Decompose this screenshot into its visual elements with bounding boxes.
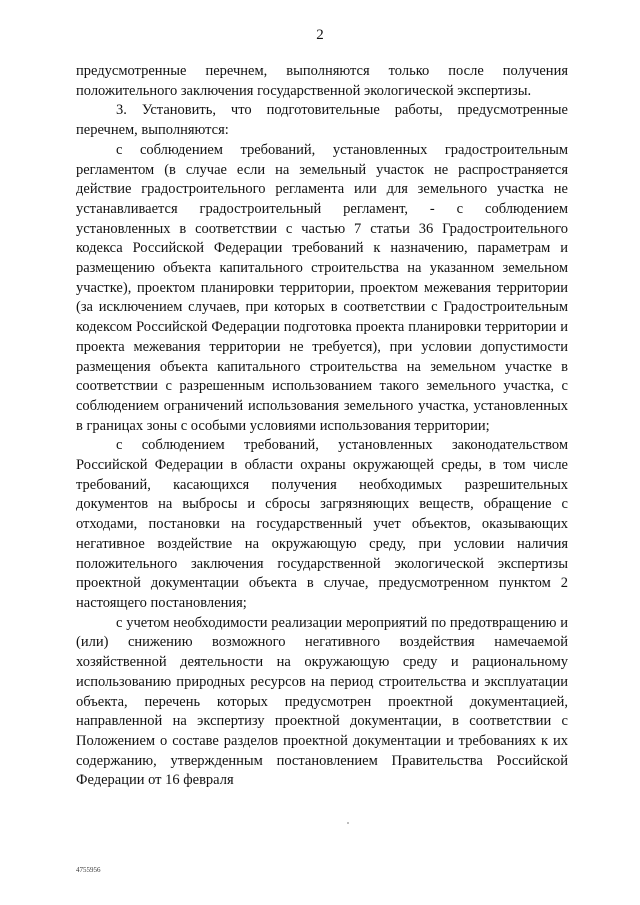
paragraph-measures: с учетом необходимости реализации мероприятий по предотвращению и (или) снижению возможного негативного воздействия намечаемой хозяйственной деятельности на окружающую среду и рациональному использованию природных ресурсов на период строительства и эксплуатации объекта, перечень которых предусмотрен проектной документацией, направленной на экспертизу проектной документации, в соответствии с Положением о составе разделов проектной документации и требованиях к их содержанию, утвержденным постановлением Правительства Российской Федерации от 16 февраля (76, 614, 568, 789)
paragraph-urban-planning: с соблюдением требований, установленных градостроительным регламентом (в случае если на земельный участок не распространяется действие градостроительного регламента или для земельного участка не устанавливается градостроительный регламент, - с соблюдением установленных в соответствии с частью 7 статьи 36 Градостроительного кодекса Российской Федерации требований к назначению, параметрам и размещению объекта капитального строительства на указанном земельном участке), проектом планировки территории, проектом межевания территории (за исключением случаев, при которых в соответствии с Градостроительным кодексом Российской Федерации подготовка проекта планировки территории и проекта межевания территории не требуется), при условии допустимости размещения объекта капитального строительства на земельном участке в соответствии с разрешенным использованием такого земельного участка, с соблюдением ограничений использования земельного участка, установленных в границах зоны с особыми условиями использования территории; (76, 141, 568, 434)
paragraph-environmental: с соблюдением требований, установленных законодательством Российской Федерации в области охраны окружающей среды, в том числе требований, касающихся получения необходимых разрешительных документов на выбросы и сбросы загрязняющих веществ, обращение с отходами, постановки на государственный учет объектов, оказывающих негативное воздействие на окружающую среду, при условии наличия положительного заключения государственной экологической экспертизы проектной документации объекта в случае, предусмотренном пунктом 2 настоящего постановления; (76, 437, 568, 611)
page-number: 2 (316, 27, 324, 43)
document-id: 4755956 (76, 866, 101, 874)
document-body (76, 62, 568, 791)
paragraph-item-3: 3. Установить, что подготовительные работы, предусмотренные перечнем, выполняются: (76, 102, 568, 139)
paragraph-continuation: предусмотренные перечнем, выполняются только после получения положительного заключения государственной экологической экспертизы. (76, 63, 568, 99)
scan-speck (347, 822, 349, 824)
